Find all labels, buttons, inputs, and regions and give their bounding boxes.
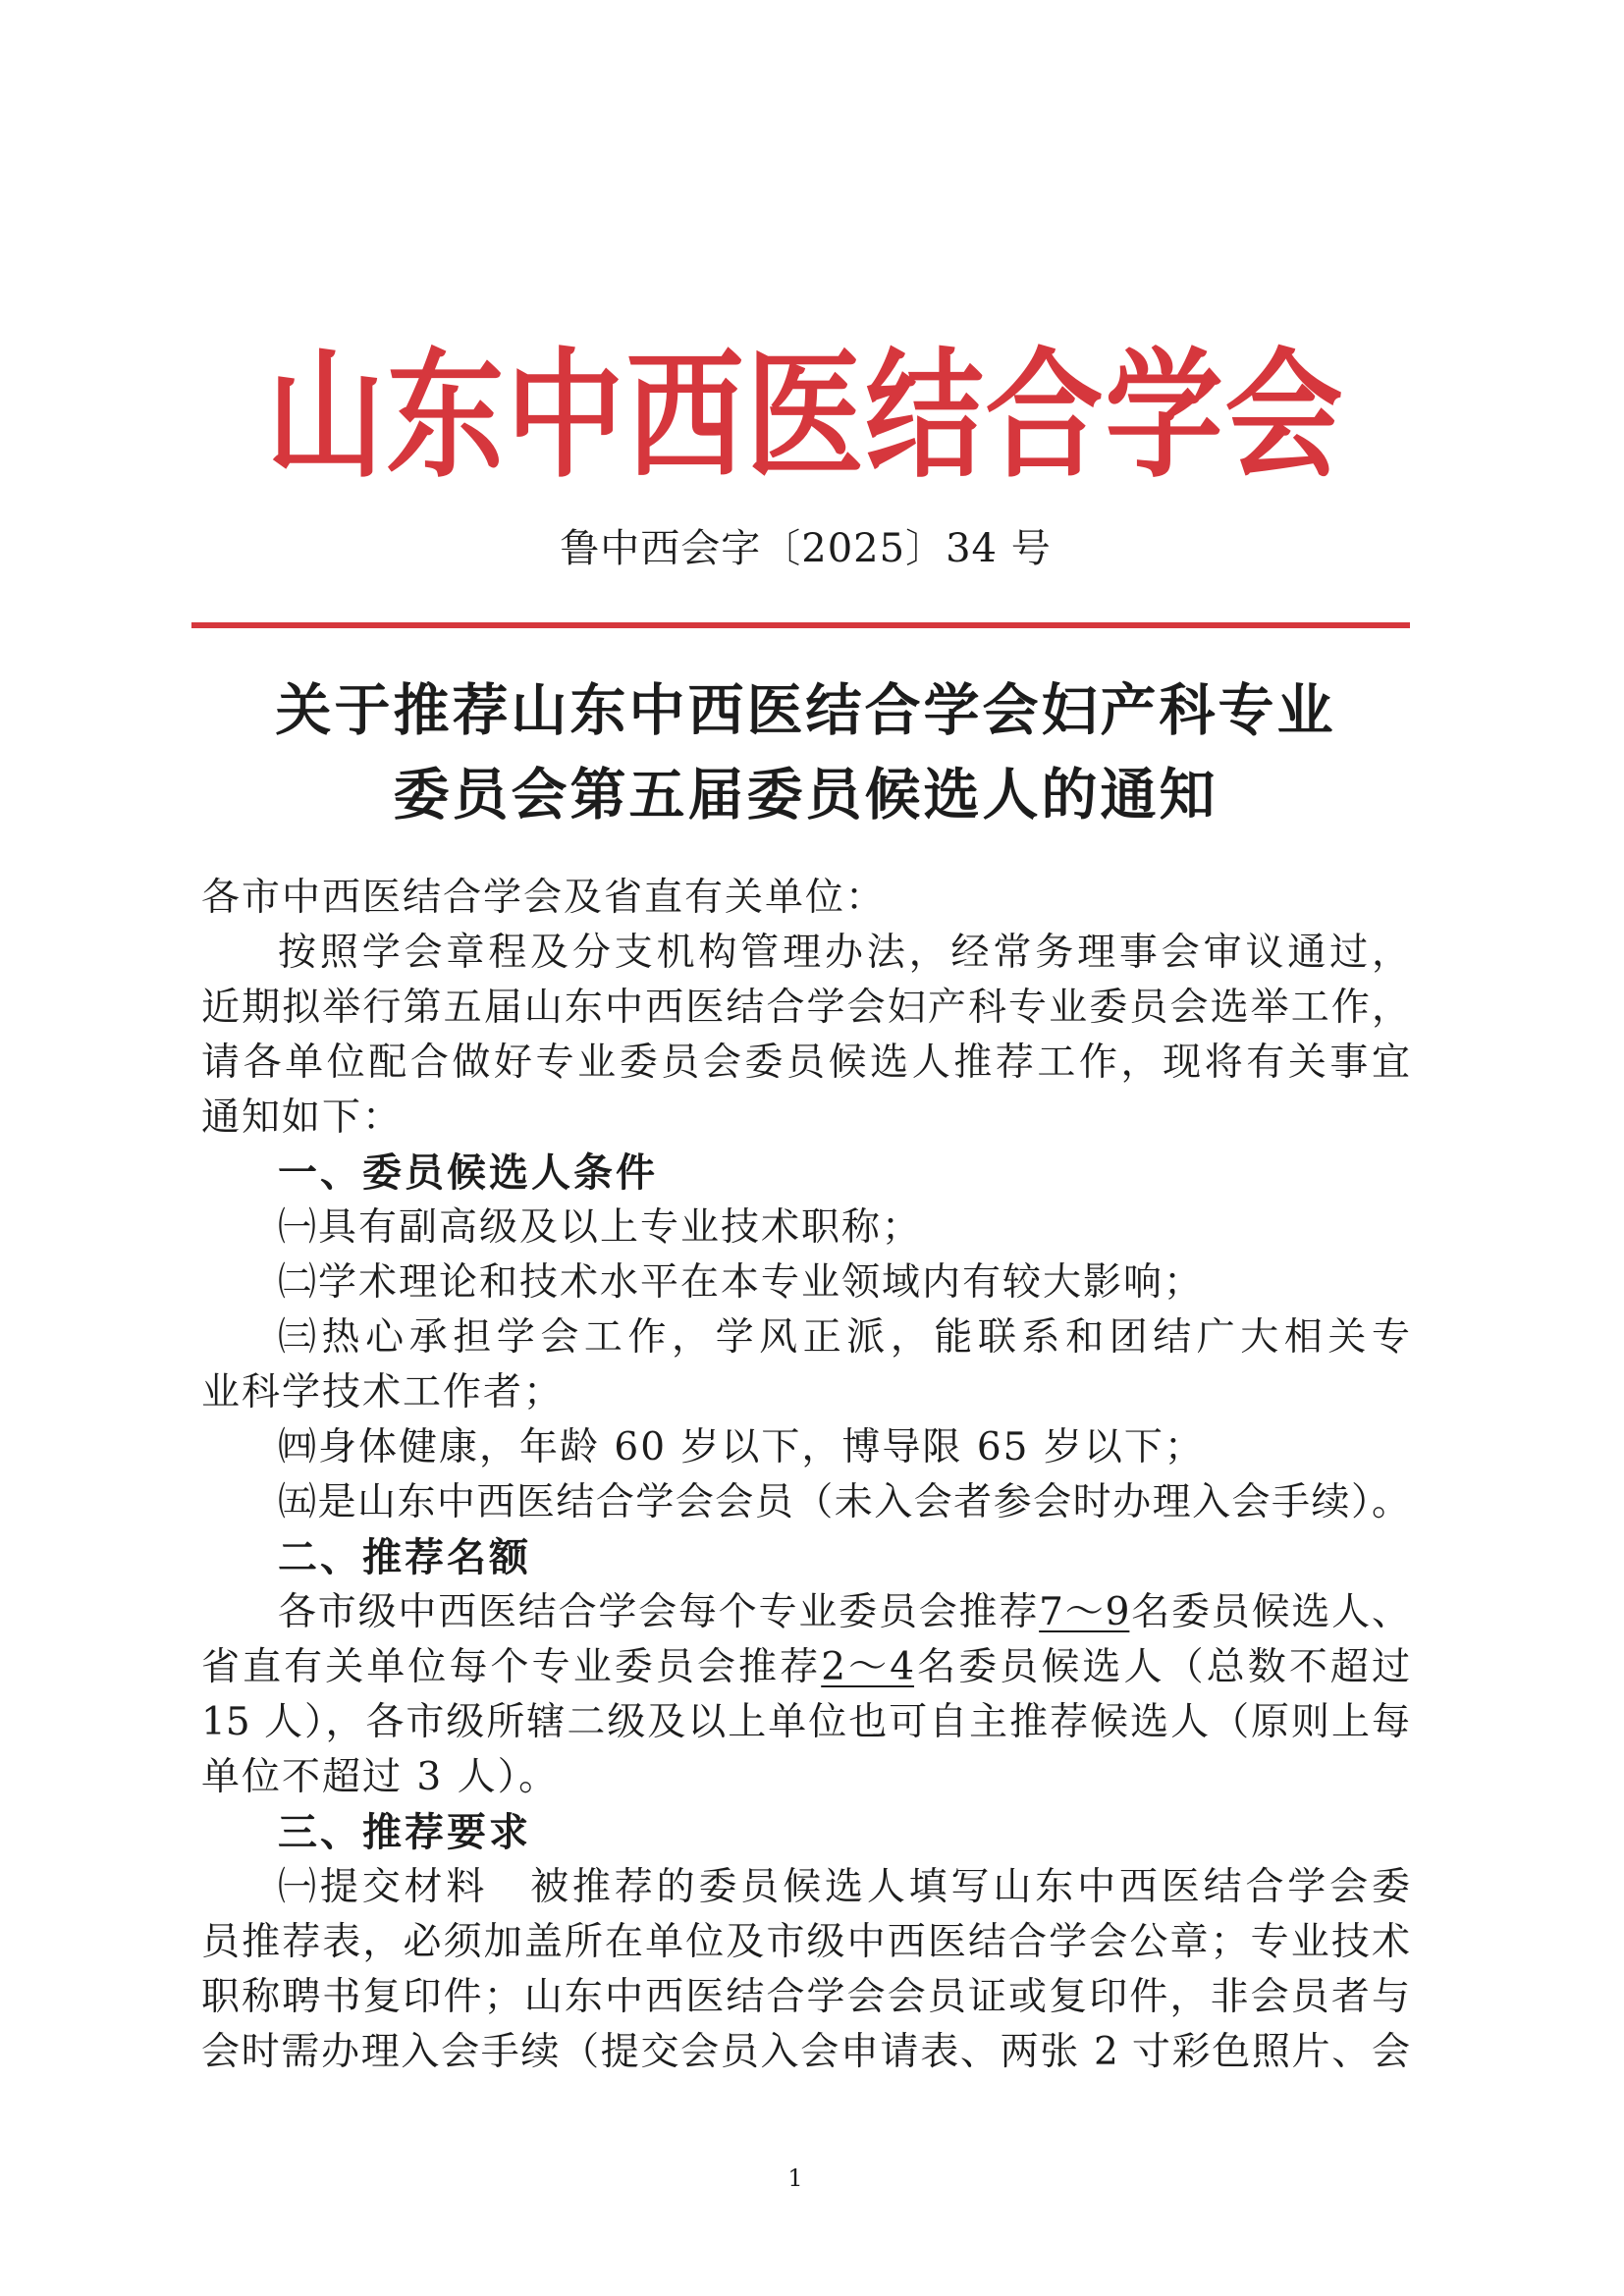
condition-item: ㈡学术理论和技术水平在本专业领域内有较大影响； xyxy=(278,1260,1205,1305)
quota-text: 省直有关单位每个专业委员会推荐 xyxy=(201,1645,822,1689)
requirement-line: 员推荐表，必须加盖所在单位及市级中西医结合学会公章；专业技术 xyxy=(201,1920,1410,1964)
quota-text: 名委员候选人（总数不超过 xyxy=(914,1645,1410,1689)
condition-item: ㈣身体健康，年龄 60 岁以下，博导限 65 岁以下； xyxy=(278,1425,1205,1469)
notice-title xyxy=(201,668,1410,837)
quota-line xyxy=(201,1640,1410,1695)
condition-item: ㈠具有副高级及以上专业技术职称； xyxy=(278,1205,923,1250)
quota-text: 名委员候选人、 xyxy=(1129,1590,1410,1634)
document-number: 鲁中西会字〔2025〕34 号 xyxy=(560,526,1052,571)
notice-body xyxy=(201,871,1410,2080)
section-heading-requirements: 三、推荐要求 xyxy=(278,1810,531,1855)
salutation: 各市中西医结合学会及省直有关单位： xyxy=(201,876,887,920)
quota-line xyxy=(201,1585,1410,1640)
notice-title-line-2: 委员会第五届委员候选人的通知 xyxy=(393,762,1218,828)
intro-line: 按照学会章程及分支机构管理办法，经常务理事会审议通过， xyxy=(278,931,1410,975)
page-number: 1 xyxy=(787,2164,803,2192)
organization-name: 山东中西医结合学会 xyxy=(266,334,1345,498)
condition-item: ㈤是山东中西医结合学会会员（未入会者参会时办理入会手续）。 xyxy=(278,1480,1410,1524)
condition-item-continued: 业科学技术工作者； xyxy=(201,1370,565,1415)
section-heading-quota: 二、推荐名额 xyxy=(278,1535,531,1580)
notice-title-line-1: 关于推荐山东中西医结合学会妇产科专业 xyxy=(275,677,1336,743)
intro-line: 近期拟举行第五届山东中西医结合学会妇产科专业委员会选举工作， xyxy=(201,986,1410,1030)
letterhead-red-rule xyxy=(191,622,1410,628)
quota-text: 各市级中西医结合学会每个专业委员会推荐 xyxy=(278,1590,1040,1634)
quota-range-underlined: 2～4 xyxy=(821,1645,915,1689)
requirement-line: 会时需办理入会手续（提交会员入会申请表、两张 2 寸彩色照片、会 xyxy=(201,2030,1410,2074)
intro-line: 通知如下： xyxy=(201,1095,404,1140)
condition-item: ㈢热心承担学会工作，学风正派，能联系和团结广大相关专 xyxy=(278,1315,1410,1360)
quota-line: 单位不超过 3 人）。 xyxy=(201,1755,560,1799)
section-heading-candidate-conditions: 一、委员候选人条件 xyxy=(278,1150,658,1196)
quota-range-underlined: 7～9 xyxy=(1039,1590,1130,1634)
requirement-line: 职称聘书复印件；山东中西医结合学会会员证或复印件，非会员者与 xyxy=(201,1975,1410,2019)
quota-line: 15 人），各市级所辖二级及以上单位也可自主推荐候选人（原则上每 xyxy=(201,1700,1410,1744)
requirement-line: ㈠提交材料 被推荐的委员候选人填写山东中西医结合学会委 xyxy=(278,1865,1410,1909)
intro-line: 请各单位配合做好专业委员会委员候选人推荐工作，现将有关事宜 xyxy=(201,1041,1410,1085)
